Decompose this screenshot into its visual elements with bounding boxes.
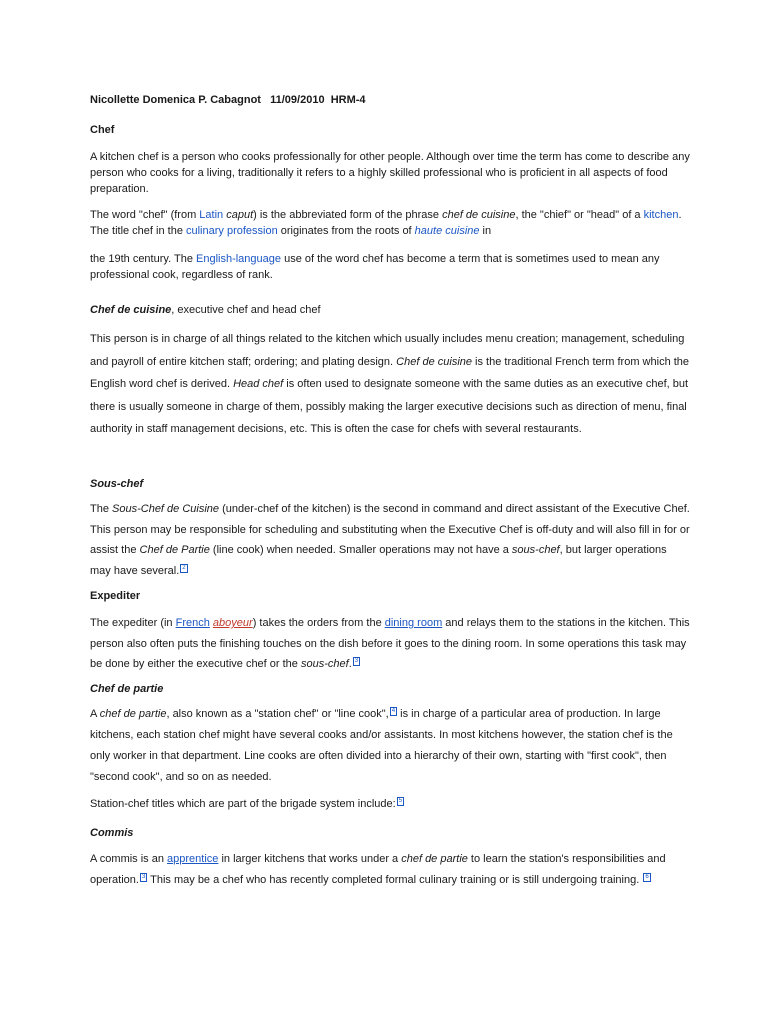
citation-ref[interactable]: 6 xyxy=(645,874,649,881)
text-run: in larger kitchens that works under a xyxy=(218,853,402,865)
text-run: the 19th century. The xyxy=(90,253,196,265)
text-run: . The title chef in the xyxy=(90,209,682,237)
text-run: originates from the roots of xyxy=(277,225,415,237)
text-run: and relays them to the stations in the kitchen. This person also often puts the finishing touches on the dish before it goes to the dining room. In some operations this task may be done by either the executive chef or the xyxy=(90,617,690,670)
text-run: , the "chief" or "head" of a xyxy=(515,209,644,221)
chef-de-partie-paragraph xyxy=(90,704,690,788)
text-run: to learn the station's responsibilities and operation. xyxy=(90,853,666,886)
english-usage-paragraph xyxy=(90,251,690,283)
heading-text: Chef de cuisine xyxy=(90,304,172,316)
sous-chef-heading: Sous-chef xyxy=(90,478,144,490)
chef-de-cuisine-paragraph xyxy=(90,328,690,441)
italic-term: Sous-Chef de Cuisine xyxy=(112,503,220,515)
text-run: The word "chef" (from xyxy=(90,209,200,221)
chef-de-partie-heading: Chef de partie xyxy=(90,683,164,695)
apprentice-link[interactable]: apprentice xyxy=(167,853,219,865)
italic-term: sous-chef xyxy=(300,658,349,670)
chef-de-cuisine-heading xyxy=(90,302,690,318)
text-run: A xyxy=(90,708,100,720)
text-run: ) is the abbreviated form of the phrase xyxy=(253,209,443,221)
latin-link[interactable]: Latin xyxy=(199,209,224,221)
expediter-heading: Expediter xyxy=(90,590,141,602)
course-code: HRM-4 xyxy=(330,94,366,106)
italic-term: chef de partie xyxy=(99,708,167,720)
text-run: The xyxy=(90,503,113,515)
italic-term: Chef de Partie xyxy=(139,544,210,556)
document-date: 11/09/2010 xyxy=(270,94,325,106)
etymology-paragraph xyxy=(90,207,690,239)
text-run: , also known as a "station chef" or "line cook", xyxy=(166,708,389,720)
text-run: is often used to designate someone with the same duties as an executive chef, but there is usually someone in charge of them, possibly making the larger executive decisions such as direction of menu, final authority in staff management decisions, etc. This is often the case for chefs with several restaurants. xyxy=(90,378,689,435)
kitchen-link[interactable]: kitchen xyxy=(643,209,679,221)
text-run: This person is in charge of all things related to the kitchen which usually includes menu creation; management, scheduling and payroll of entire kitchen staff; ordering; and plating design. xyxy=(90,333,685,368)
text-run: use of the word chef has become a term that is sometimes used to mean any professional cook, regardless of rank. xyxy=(90,253,660,281)
text-run: This may be a chef who has recently completed formal culinary training or is still undergoing training. xyxy=(147,874,640,886)
citation-ref[interactable]: 3 xyxy=(141,874,146,881)
italic-term: chef de partie xyxy=(401,853,468,865)
italic-term: sous-chef xyxy=(511,544,560,556)
citation-ref[interactable]: 3 xyxy=(354,658,359,665)
commis-heading: Commis xyxy=(90,827,134,839)
citation-ref[interactable]: 5 xyxy=(398,798,403,805)
intro-paragraph: A kitchen chef is a person who cooks professionally for other people. Although over time the term has come to describe any person who cooks for a living, traditionally it refers to a highly skilled professional who is proficient in all aspects of food preparation. xyxy=(90,151,690,195)
sous-chef-paragraph xyxy=(90,499,690,581)
french-link[interactable]: French xyxy=(175,617,210,629)
station-titles-paragraph xyxy=(90,796,690,812)
commis-paragraph xyxy=(90,849,690,891)
haute-cuisine-link[interactable]: haute cuisine xyxy=(414,225,480,237)
text-run: . xyxy=(348,658,352,670)
expediter-paragraph xyxy=(90,613,690,675)
dining-room-link[interactable]: dining room xyxy=(384,617,443,629)
author-name: Nicollette Domenica P. Cabagnot xyxy=(90,94,261,106)
text-run: is in charge of a particular area of production. In large kitchens, each station chef might have several cooks and/or assistants. In most kitchens however, the station chef is the only worker in that department. Line cooks are often divided into a hierarchy of their own, starting with "first cook", then "second cook", and so on as needed. xyxy=(90,708,673,783)
citation-ref[interactable]: 4 xyxy=(391,708,396,715)
text-run: (under-chef of the kitchen) is the second in command and direct assistant of the Executive Chef. This person may be responsible for scheduling and substituting when the Executive Chef is off-duty and will also fill in for or assist the xyxy=(90,503,690,556)
citation-ref[interactable]: 2 xyxy=(182,564,186,571)
text-run: The expediter (in xyxy=(90,617,176,629)
page-title: Chef xyxy=(90,124,115,136)
text-run: Station-chef titles which are part of the brigade system include: xyxy=(90,798,396,810)
text-run: (line cook) when needed. Smaller operations may not have a xyxy=(209,544,512,556)
text-run: , but larger operations may have several. xyxy=(90,544,667,577)
text-run: A commis is an xyxy=(90,853,168,865)
heading-suffix: , executive chef and head chef xyxy=(171,304,321,316)
caput-term: caput xyxy=(226,209,254,221)
italic-term: Chef de cuisine xyxy=(396,355,472,368)
culinary-profession-link[interactable]: culinary profession xyxy=(186,225,278,237)
italic-term: Head chef xyxy=(233,378,284,390)
text-run: in xyxy=(479,225,492,237)
text-run: is the traditional French term from which the English word chef is derived. xyxy=(90,355,690,390)
english-language-link[interactable]: English-language xyxy=(196,253,282,265)
chef-de-cuisine-term: chef de cuisine xyxy=(442,209,516,221)
document-header xyxy=(90,92,690,108)
text-run: ) takes the orders from the xyxy=(252,617,385,629)
aboyeur-link[interactable]: aboyeur xyxy=(212,617,253,629)
